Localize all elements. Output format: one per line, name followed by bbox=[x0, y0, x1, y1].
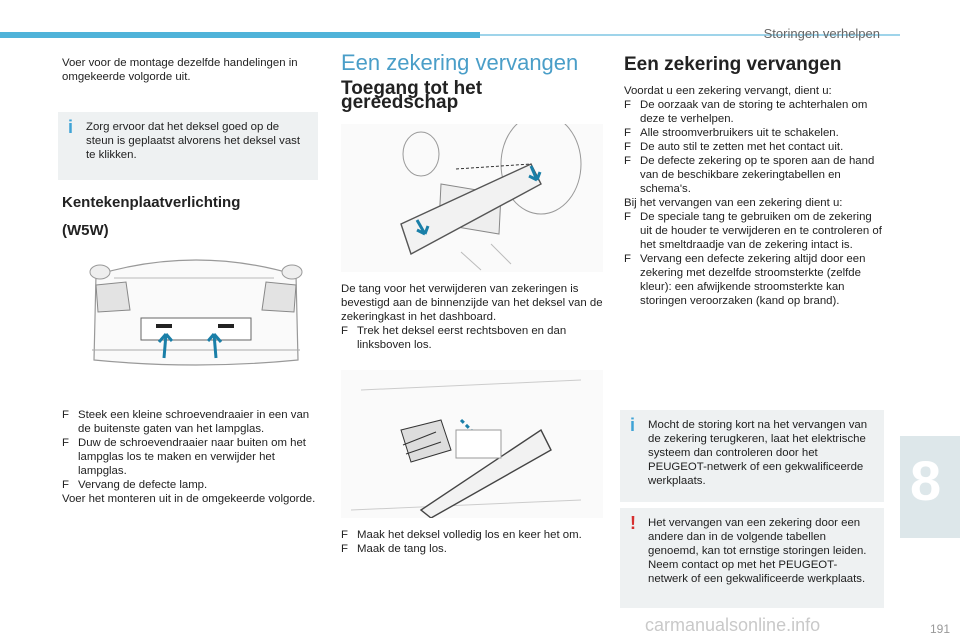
tool-access-heading: Toegang tot het gereedschap bbox=[341, 78, 483, 113]
before-step-3: F De auto stil te zetten met het contact uit. bbox=[624, 141, 844, 153]
plate-light-heading-block bbox=[62, 196, 318, 238]
bullet-icon: F bbox=[624, 127, 631, 139]
license-plate-illustration bbox=[86, 250, 306, 380]
bullet-icon: F bbox=[341, 543, 348, 555]
before-intro: Voordat u een zekering vervangt, dient u: bbox=[624, 85, 832, 97]
bullet-icon: F bbox=[62, 437, 69, 449]
chapter-number: 8 bbox=[910, 449, 942, 512]
col1-intro bbox=[62, 56, 318, 84]
warning-icon: ! bbox=[630, 513, 636, 533]
intro-text: Voer voor de montage dezelfde handelingen in omgekeerde volgorde uit. bbox=[62, 57, 298, 83]
tool-desc: De tang voor het verwijderen van zekeringen is bevestigd aan de binnenzijde van het deksel van de zekeringkast in het dashboard. bbox=[341, 283, 603, 323]
before-step-4: F De defecte zekering op te sporen aan de hand van de beschikbare zekeringtabellen en schema's. bbox=[624, 155, 875, 195]
bullet-icon: F bbox=[624, 99, 631, 111]
top-accent-bar bbox=[0, 32, 480, 38]
info-icon: i bbox=[630, 415, 636, 435]
tool-access-text bbox=[341, 282, 603, 352]
bullet-icon: F bbox=[624, 155, 631, 167]
col3-text bbox=[624, 54, 886, 308]
during-intro: Bij het vervangen van een zekering dient u: bbox=[624, 197, 843, 209]
plate-light-steps bbox=[62, 408, 318, 506]
info-icon: i bbox=[68, 117, 74, 137]
bullet-icon: F bbox=[624, 253, 631, 265]
bullet-icon: F bbox=[62, 479, 69, 491]
before-step-2: F Alle stroomverbruikers uit te schakelen. bbox=[624, 127, 839, 139]
fuse-lid-steps bbox=[341, 528, 603, 556]
info-text: Zorg ervoor dat het deksel goed op de steun is geplaatst alvorens het deksel vast te klikken. bbox=[86, 121, 301, 161]
chapter-tab bbox=[900, 436, 960, 538]
lid-step-1: F Trek het deksel eerst rechtsboven en dan linksboven los. bbox=[341, 325, 567, 351]
step-2: F Duw de schroevendraaier naar buiten om het lampglas los te maken en verwijder het lampglas. bbox=[62, 437, 306, 477]
before-step-1: F De oorzaak van de storing te achterhalen om deze te verhelpen. bbox=[624, 99, 868, 125]
col2-headings bbox=[341, 50, 603, 113]
section-title: Storingen verhelpen bbox=[763, 26, 880, 41]
bullet-icon: F bbox=[62, 409, 69, 421]
section-heading: Kentekenplaatverlichting bbox=[62, 194, 241, 211]
step-1: F Steek een kleine schroevendraaier in een van de buitenste gaten van het lampglas. bbox=[62, 409, 310, 435]
bullet-icon: F bbox=[341, 529, 348, 541]
info-box-lid bbox=[58, 112, 318, 180]
page-number: 191 bbox=[929, 622, 950, 636]
during-step-2: F Vervang een defecte zekering altijd door een zekering met dezelfde stroomsterkte (zelfde kleur): een afwijkende stroomsterkte kan storingen veroorzaken (kand op brand). bbox=[624, 253, 866, 307]
info-box-recurring bbox=[620, 410, 884, 502]
info-text: Mocht de storing kort na het vervangen van de zekering terugkeren, laat het elektrische systeem dan controleren door het PEUGEOT-netwerk of een gekwalificeerde werkplaats. bbox=[648, 419, 868, 487]
warning-box bbox=[620, 508, 884, 608]
page-title: Een zekering vervangen bbox=[341, 50, 579, 75]
lid-step-3: F Maak de tang los. bbox=[341, 543, 447, 555]
outro-text: Voer het monteren uit in de omgekeerde volgorde. bbox=[62, 493, 316, 505]
during-step-1: F De speciale tang te gebruiken om de zekering uit de houder te verwijderen en te controleren of het smeltdraadje van de zekering intact is. bbox=[624, 211, 882, 251]
warning-text: Het vervangen van een zekering door een andere dan in de volgende tabellen genoemd, kan tot ernstige storingen leiden. Neem contact op met het PEUGEOT-netwerk of een gekwalificeerde werkplaats. bbox=[648, 517, 867, 585]
bulb-type-heading: (W5W) bbox=[62, 222, 109, 239]
bullet-icon: F bbox=[624, 211, 631, 223]
bullet-icon: F bbox=[341, 325, 348, 337]
lid-step-2: F Maak het deksel volledig los en keer het om. bbox=[341, 529, 582, 541]
step-3: F Vervang de defecte lamp. bbox=[62, 479, 208, 491]
dashboard-lid-illustration bbox=[341, 124, 603, 272]
watermark: carmanualsonline.info bbox=[645, 615, 821, 635]
fuse-replace-heading: Een zekering vervangen bbox=[624, 54, 842, 75]
bullet-icon: F bbox=[624, 141, 631, 153]
fuse-box-lid-illustration bbox=[341, 370, 603, 518]
